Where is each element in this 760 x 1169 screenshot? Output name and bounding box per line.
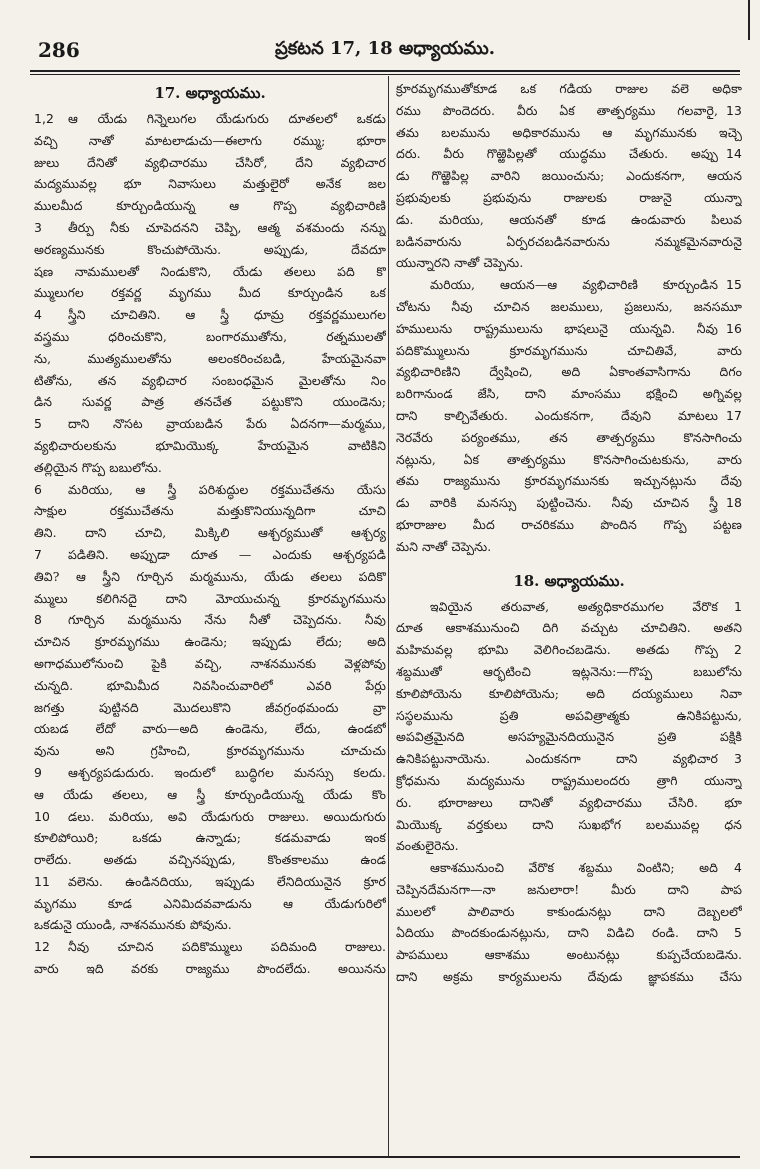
line-text: మరియు, ఆయన—ఆ వ్యభిచారిణి కూర్చుండిన [430,277,718,293]
line-text: హములును రాష్ట్రములును భాషలునై యున్నవి. నీవు [396,320,718,336]
verse-number: 13 [726,102,742,118]
line-text: గూర్చిన మర్మమును నేను నీతో చెప్పెదను. నీవు [68,612,386,628]
line-text: భూరాజుల మీద రాచరికము పొందిన గొప్ప పట్టణ [396,516,742,532]
text-line [34,697,386,719]
verse-number: 3 [34,219,42,235]
text-line [396,639,742,661]
line-text: జులు దేనితో వ్యభిచారము చేసిరో, దేని వ్యభిచార [34,154,386,170]
text-line [34,370,386,392]
chapter-17-heading: 17. అధ్యాయము. [154,84,266,102]
text-line [396,617,742,639]
text-line [396,748,742,770]
text-line [34,261,386,283]
left-column [34,78,386,1154]
line-text: వ్యభిచారులకును భూమియొక్క హేయమైన వాటికిని [34,437,386,453]
verse-number: 3 [734,751,742,767]
text-line [34,457,386,479]
line-text: దాని కాల్చివేతురు. ఎందుకనగా, దేవుని మాటలు [396,407,718,423]
text-line [34,500,386,522]
line-text: బరిగానుండ జేసి, దాని మాంసము భక్షించి అగ్నివల్ల [396,386,742,402]
text-line [396,857,742,879]
line-text: ఆ యేడు తలలు, ఆ స్త్రీ కూర్చుండియున్న యేడు కొం [34,786,386,802]
line-text: నెరవేరు పర్యంతము, తన తాత్పర్యము కొనసాగించు [396,429,742,445]
line-text: వస్త్రము ధరించుకొని, బంగారముతోను, రత్నములతో [34,328,386,344]
verse-number: 10 [34,808,50,824]
text-line [34,762,386,784]
line-text: ములలో పాలివారు కాకుండునట్లు దాని దెబ్బలలో [396,903,742,919]
line-text: పదికొమ్ములును క్రూరమృగమును చూచితివే, వారు [396,342,742,358]
text-line [34,326,386,348]
text-line [396,405,742,427]
line-text: చెప్పినదేమనగా—నా జనులారా! మీరు దాని పాప [396,881,742,897]
line-text: ఆశ్చర్యపడుదురు. ఇందులో బుద్ధిగల మనస్సు కలదు. [68,764,386,780]
text-line [34,914,386,936]
verse-number: 15 [726,277,742,293]
text-line [34,718,386,740]
page-header [30,36,740,66]
line-text: ఉనికిపట్టునాయెను. ఎందుకనగా దాని వ్యభిచార [396,751,718,767]
line-text: వలెను. ఉండినదియు, ఇప్పుడు లేనిదియునైన క్రూర [68,873,386,889]
line-text: చూచిన క్రూరమృగము ఉండెను; ఇప్పుడు లేదు; అది [34,634,386,650]
text-line [396,683,742,705]
line-text: షణ నామములతో నిండుకొని, యేడు తలలు పది కొ [34,263,386,279]
text-line [396,122,742,144]
line-text: తీర్పు నీకు చూపెదనని చెప్పి, ఆత్మ వశమందు నన్ను [68,219,386,235]
line-text: డిన సువర్ణ పాత్ర తనచేత పట్టుకొని యుండెను; [34,394,386,410]
line-text: నీవు చూచిన పదికొమ్ములు పదిమంది రాజులు. [68,939,386,955]
line-text: దూత ఆకాశమునుంచి దిగి వచ్చుట చూచితిని. అతని [396,620,742,636]
line-text: అపవిత్రమైనది అసహ్యమైనదియునైన ప్రతి పక్షికి [396,729,742,745]
line-text: అగాధములోనుంచి పైకి వచ్చి, నాశనమునకు వెళ్లపోవు [34,655,386,671]
text-line [34,173,386,195]
line-text: శబ్దముతో ఆర్భటించి ఇట్లనెను:—గొప్ప బబులోను [396,663,742,679]
column-divider [388,76,389,1156]
line-text: డు. మరియు, ఆయనతో కూడ ఉండువారు పిలువ [396,211,742,227]
text-line [396,274,742,296]
line-text: మని నాతో చెప్పెను. [396,538,492,554]
text-line [396,901,742,923]
line-text: మరియు, ఆ స్త్రీ పరిశుద్ధుల రక్తముచేతను యేసు [68,481,386,497]
verse-number: 2 [734,642,742,658]
text-line [396,770,742,792]
line-text: పడితిని. అప్పుడా దూత — ఎందుకు ఆశ్చర్యపడి [68,546,386,562]
text-line [396,427,742,449]
text-line [34,195,386,217]
text-line [34,784,386,806]
line-text: ప్రభువులకు ప్రభువును రాజులకు రాజునై యున్నా [396,189,742,205]
text-line [34,958,386,980]
line-text: రు. భూరాజులు దానితో వ్యభిచారము చేసిరి. భూ [396,794,742,810]
line-text: మహిమవల్ల భూమి వెలిగించబడెను. అతడు గొప్ప [396,642,718,658]
line-text: వచ్చి నాతో మాటలాడుచు—ఈలాగు రమ్ము; భూరా [34,132,386,148]
verse-number: 17 [726,407,742,423]
line-text: ఒకడునై యుండి, నాశనమునకు పోవును. [34,917,232,933]
text-line [34,152,386,174]
text-line [396,252,742,274]
line-text: డలు. మరియు, అవి యేడుగురు రాజులు. అయిదుగురు [68,808,386,824]
line-text: దరు. వీరు గొఱ్ఱెపిల్లతో యుద్ధము చేతురు. అప్పు [396,146,718,162]
text-line [34,740,386,762]
text-line [34,479,386,501]
line-text: సస్థలమును ప్రతి అపవిత్రాత్మకు ఉనికిపట్టును, [396,707,742,723]
text-line [396,814,742,836]
line-text: వారు ఇది వరకు రాజ్యము పొందలేదు. అయినను [34,961,386,977]
line-text: యున్నారని నాతో చెప్పెను. [396,255,524,271]
text-line [34,936,386,958]
verse-number: 16 [726,320,742,336]
text-line [34,631,386,653]
line-text: మృగము కూడ ఎనిమిదవవాడును ఆ యేడుగురిలో [34,895,386,911]
line-text: ఆకాశమునుంచి వేరొక శబ్దము వింటిని; అది [430,860,718,876]
line-text: యబడ లేదో వారు—అది ఉండెను, లేదు, ఉండబో [34,721,386,737]
text-line [396,318,742,340]
text-line [34,675,386,697]
verse-number: 6 [34,481,42,497]
footer-rule [30,1156,740,1158]
line-text: జగత్తు పుట్టినది మొదలుకొని జీవగ్రంథమందు వ్రా [34,699,386,715]
line-text: ఏదియు పొందకుండునట్లును, దాని విడిచి రండి. దాని [396,925,718,941]
text-line [34,827,386,849]
text-line [396,536,742,558]
line-text: తమ రాజ్యమును క్రూరమృగమునకు ఇచ్చునట్లును దేవు [396,473,742,489]
line-text: క్రూరమృగముతోకూడ ఒక గడియ రాజుల వలె అధికా [396,81,742,96]
text-line [396,835,742,857]
text-line [34,304,386,326]
text-line [34,522,386,544]
text-line [34,849,386,871]
line-text: ను, ముత్యములతోను అలంకరించబడి, హేయమైనవా [34,350,386,366]
text-line [34,282,386,304]
text-line [34,893,386,915]
line-text: నట్లును, ఏక తాత్పర్యము కొనసాగించుటకును, వారు [396,451,742,467]
verse-number: 12 [34,939,50,955]
text-line [396,340,742,362]
line-text: పాపములు ఆకాశము అంటునట్లు కుప్పచేయబడెను. [396,947,742,963]
line-text: టితోను, తన వ్యభిచార సంబంధమైన మైలతోను నిం [34,372,386,388]
verse-number: 11 [34,873,50,889]
binding-edge [748,0,750,40]
line-text: చున్నది. భూమిమీద నివసించువారిలో ఎవరి పేర్లు [34,677,386,693]
line-text: తమ బలమును అధికారమును ఆ మృగమునకు ఇచ్చె [396,124,742,140]
verse-number: 5 [34,416,42,432]
line-text: వును అని గ్రహించి, క్రూరమృగమును చూచుచు [34,743,386,759]
text-line [396,361,742,383]
verse-number: 4 [734,860,742,876]
verse-number: 18 [726,495,742,511]
text-line [396,792,742,814]
verse-number: 1 [734,598,742,614]
text-line [34,588,386,610]
text-line [396,514,742,536]
line-text: క్రోధమను మద్యమును రాష్ట్రములందరు త్రాగి యున్నా [396,772,742,788]
text-line [396,966,742,988]
text-line [396,705,742,727]
text-line [396,596,742,618]
text-line [396,449,742,471]
text-line [34,413,386,435]
text-line [396,726,742,748]
text-line [34,544,386,566]
right-column [396,78,742,1154]
line-text: రము పొందెదరు. వీరు ఏక తాత్పర్యము గలవారై, [396,102,718,118]
text-line [34,435,386,457]
text-line [34,391,386,413]
header-rule [30,70,740,72]
line-text: తివి? ఆ స్త్రీని గూర్చిన మర్మమును, యేడు తలలు పదికొ [34,568,386,584]
line-text: ములమీద కూర్చుండియున్న ఆ గొప్ప వ్యభిచారిణి [34,198,386,214]
verse-number: 5 [734,925,742,941]
text-line [34,130,386,152]
line-text: డు గొఱ్ఱెపిల్ల వారిని జయించును; ఎందుకనగా, ఆయన [396,168,742,184]
text-line [396,143,742,165]
text-line [34,653,386,675]
text-line [396,492,742,514]
line-text: ఆ యేడు గిన్నెలుగల యేడుగురు దూతలలో ఒకడు [68,111,386,126]
line-text: రాలేదు. అతడు వచ్చినప్పుడు, కొంతకాలము ఉండ [34,852,386,868]
line-text: అరణ్యమునకు కొంచుపోయెను. అప్పుడు, దేవదూ [34,241,386,257]
text-line [34,348,386,370]
verse-number: 14 [726,146,742,162]
line-text: కూలిపోయిరి; ఒకడు ఉన్నాడు; కడమవాడు ఇంక [34,830,386,846]
line-text: తిని. దాని చూచి, మిక్కిలి ఆశ్చర్యముతో ఆశ్చర్య [34,525,386,541]
text-line [396,100,742,122]
text-line [34,871,386,893]
line-text: డు వారికి మనస్సు పుట్టించెను. నీవు చూచిన స్త్రీ [396,495,718,511]
text-line [34,609,386,631]
line-text: తల్లియైన గొప్ప బబులోను. [34,459,162,475]
text-line [34,217,386,239]
text-line [396,944,742,966]
text-line [34,239,386,261]
text-line [396,78,742,100]
verse-number: 1,2 [34,111,55,126]
text-line [396,165,742,187]
verse-number: 7 [34,546,42,562]
line-text: మ్ములుగల రక్తవర్ణ మృగము మీద కూర్చుండిన ఒక [34,285,386,301]
verse-number: 4 [34,307,42,323]
line-text: మద్యమువల్ల భూ నివాసులు మత్తులైరో అనేక జల [34,176,386,192]
line-text: వంతులైరెను. [396,838,459,854]
line-text: స్త్రీని చూచితిని. ఆ స్త్రీ ధూమ్ర రక్తవర్ణములుగల [68,307,386,323]
header-rule-thin [30,74,740,75]
line-text: సాక్షుల రక్తముచేతను మత్తుకొనియున్నదిగా చూచి [34,503,386,519]
text-line [396,383,742,405]
page-number: 286 [38,38,80,62]
text-line [396,187,742,209]
line-text: ఇవియైన తరువాత, అత్యధికారముగల వేరొక [430,598,718,614]
verse-number: 9 [34,764,42,780]
text-line [34,566,386,588]
line-text: మ్ములు కలిగినదై దాని మోయుచున్న క్రూరమృగమును [34,590,386,606]
text-line [396,296,742,318]
line-text: చోటను నీవు చూచిన జలములు, ప్రజలును, జనసమూ [396,298,742,314]
line-text: దాని అక్రమ కార్యములను దేవుడు జ్ఞాపకము చేసు [396,969,742,985]
text-line [396,879,742,901]
line-text: కూలిపోయెను కూలిపోయెను; అది దయ్యములు నివా [396,685,742,701]
text-line [34,806,386,828]
text-line [396,922,742,944]
chapter-18-heading: 18. అధ్యాయము. [513,571,625,590]
text-line [34,108,386,130]
text-line [396,661,742,683]
verse-number: 8 [34,612,42,628]
line-text: మియొక్క వర్తకులు దాని సుఖభోగ బలమువల్ల ధన [396,816,742,832]
text-line [396,209,742,231]
running-title: ప్రకటన 17, 18 అధ్యాయము. [275,38,495,59]
line-text: బడినవారును ఏర్పరచబడినవారును నమ్మకమైనవారునై [396,233,742,249]
text-line [396,470,742,492]
text-line [396,231,742,253]
line-text: దాని నొసట వ్రాయబడిన పేరు ఏదనగా—మర్మము, [68,416,386,432]
line-text: వ్యభిచారిణిని ద్వేషించి, అది ఏకాంతవాసిగాను దిగం [396,364,742,380]
